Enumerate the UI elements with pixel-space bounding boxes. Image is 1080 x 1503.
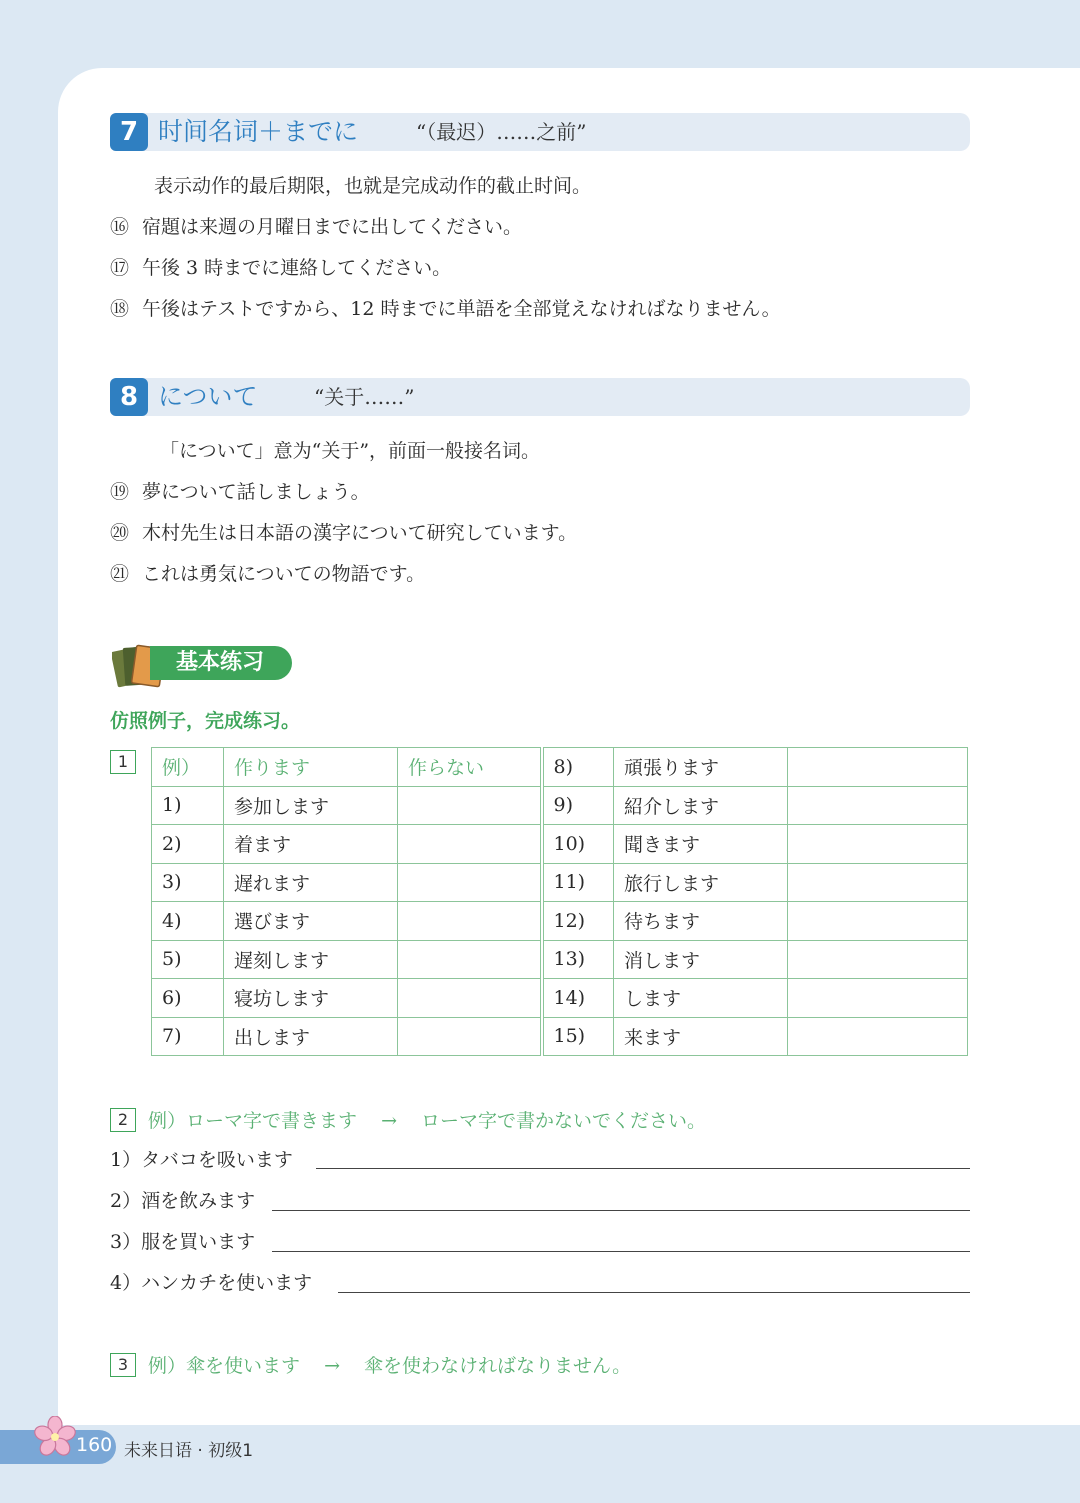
item-number: 15) [542, 1017, 614, 1056]
example-number: ⑱ [110, 298, 130, 320]
arrow-icon: → [381, 1110, 397, 1132]
answer-cell[interactable] [788, 1017, 968, 1056]
section-8-explanation: 「について」意为“关于”，前面一般接名词。 [160, 440, 541, 462]
item-number: 6) [152, 979, 224, 1018]
example-text: これは勇気についての物語です。 [142, 563, 426, 585]
table-row [152, 863, 968, 902]
example-text: 午後はテストですから、12 時までに単語を全部覚えなければなりません。 [142, 298, 781, 320]
exercise-1-table [151, 747, 968, 1056]
section-title: 时间名词＋までに [158, 117, 359, 146]
answer-cell[interactable] [788, 825, 968, 864]
exercise-2-number: 2 [110, 1108, 136, 1132]
example-18 [110, 294, 781, 321]
item-verb: 聞きます [614, 825, 788, 864]
practice-instruction: 仿照例子，完成练习。 [110, 710, 301, 732]
item-verb: 旅行します [614, 863, 788, 902]
sakura-icon [34, 1416, 76, 1458]
arrow-icon: → [324, 1355, 340, 1377]
answer-cell[interactable] [788, 863, 968, 902]
item-number: 9) [542, 786, 614, 825]
answer-line[interactable] [316, 1168, 970, 1169]
answer-cell[interactable] [398, 786, 542, 825]
item-verb: 待ちます [614, 902, 788, 941]
example-label: 例） [148, 1355, 187, 1377]
exercise-2-item: 3）服を買います [110, 1231, 256, 1253]
table-row [152, 902, 968, 941]
practice-heading: 基本练习 [150, 646, 292, 680]
table-row [152, 825, 968, 864]
item-verb: 紹介します [614, 786, 788, 825]
section-number: 8 [110, 378, 148, 416]
answer-cell[interactable] [398, 863, 542, 902]
item-number: 8) [542, 748, 614, 787]
example-number: ⑳ [110, 522, 130, 544]
answer-cell[interactable] [788, 940, 968, 979]
example-answer: ローマ字で書かないでください。 [421, 1110, 707, 1132]
section-meaning: “（最迟）……之前” [416, 120, 587, 144]
page-number: 160 [76, 1434, 113, 1456]
item-verb: 選びます [224, 902, 398, 941]
item-number: 10) [542, 825, 614, 864]
example-label: 例） [148, 1110, 187, 1132]
item-number: 2) [152, 825, 224, 864]
exercise-3-number: 3 [110, 1353, 136, 1377]
item-verb: 消します [614, 940, 788, 979]
item-number: 1) [152, 786, 224, 825]
item-number: 13) [542, 940, 614, 979]
item-number: 14) [542, 979, 614, 1018]
exercise-2-item: 2）酒を飲みます [110, 1190, 256, 1212]
exercise-1-number: 1 [110, 750, 136, 774]
item-verb: 参加します [224, 786, 398, 825]
item-number: 3) [152, 863, 224, 902]
section-title: について [158, 382, 258, 411]
item-number: 4) [152, 902, 224, 941]
example-question: 傘を使います [186, 1355, 301, 1377]
exercise-2-item: 1）タバコを吸います [110, 1149, 293, 1171]
item-number: 11) [542, 863, 614, 902]
example-answer: 傘を使わなければなりません。 [364, 1355, 632, 1377]
answer-cell[interactable] [398, 1017, 542, 1056]
section-7-explanation: 表示动作的最后期限，也就是完成动作的截止时间。 [154, 175, 592, 197]
answer-cell[interactable] [788, 786, 968, 825]
example-number: ⑯ [110, 216, 130, 238]
example-text: 木村先生は日本語の漢字について研究しています。 [142, 522, 578, 544]
example-19 [110, 477, 370, 504]
section-meaning: “关于……” [314, 385, 415, 409]
example-21 [110, 559, 425, 586]
table-row [152, 786, 968, 825]
item-verb: 出します [224, 1017, 398, 1056]
answer-cell[interactable] [788, 979, 968, 1018]
example-answer: 作らない [398, 748, 542, 787]
answer-cell[interactable] [398, 979, 542, 1018]
example-number: ㉑ [110, 563, 130, 585]
table-row [152, 1017, 968, 1056]
section-number: 7 [110, 113, 148, 151]
item-verb: 遅れます [224, 863, 398, 902]
example-text: 宿題は来週の月曜日までに出してください。 [142, 216, 523, 238]
exercise-2-example [148, 1106, 706, 1133]
example-number: ⑲ [110, 481, 130, 503]
example-question: ローマ字で書きます [186, 1110, 358, 1132]
item-number: 12) [542, 902, 614, 941]
answer-cell[interactable] [398, 902, 542, 941]
table-row [152, 748, 968, 787]
item-verb: 遅刻します [224, 940, 398, 979]
example-number: ⑰ [110, 257, 130, 279]
exercise-2-item: 4）ハンカチを使います [110, 1272, 313, 1294]
item-verb: 来ます [614, 1017, 788, 1056]
example-17 [110, 253, 451, 280]
answer-cell[interactable] [398, 825, 542, 864]
item-verb: 寝坊します [224, 979, 398, 1018]
answer-cell[interactable] [398, 940, 542, 979]
answer-line[interactable] [338, 1292, 970, 1293]
table-row [152, 979, 968, 1018]
item-verb: します [614, 979, 788, 1018]
section-7-header [110, 113, 970, 151]
example-20 [110, 518, 577, 545]
answer-line[interactable] [272, 1210, 970, 1211]
example-verb: 作ります [224, 748, 398, 787]
book-title: 未来日语 · 初级1 [124, 1441, 254, 1461]
item-number: 7) [152, 1017, 224, 1056]
example-text: 夢について話しましょう。 [142, 481, 370, 503]
answer-cell[interactable] [788, 902, 968, 941]
example-text: 午後 3 時までに連絡してください。 [142, 257, 452, 279]
answer-line[interactable] [272, 1251, 970, 1252]
item-verb: 着ます [224, 825, 398, 864]
exercise-3-example [148, 1351, 631, 1378]
answer-cell[interactable] [788, 748, 968, 787]
section-8-header [110, 378, 970, 416]
table-row [152, 940, 968, 979]
example-16 [110, 212, 522, 239]
example-label: 例） [152, 748, 224, 787]
item-verb: 頑張ります [614, 748, 788, 787]
item-number: 5) [152, 940, 224, 979]
